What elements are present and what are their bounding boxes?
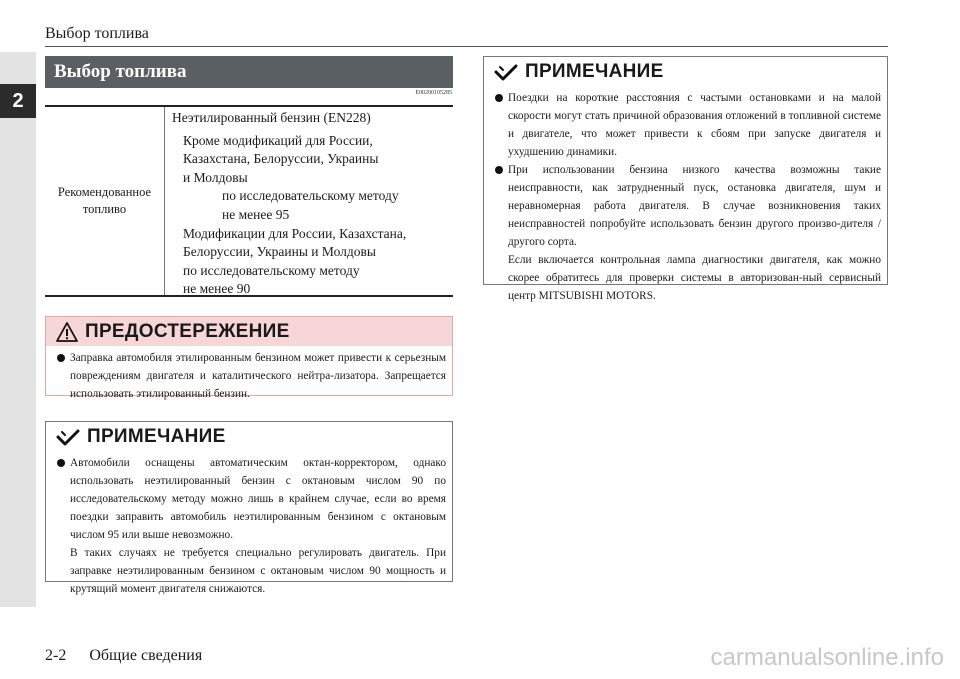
note-item [494, 161, 881, 251]
bullet-icon [57, 354, 65, 362]
note-item-text: Автомобили оснащены автоматическим октан-корректором, однако использовать неэтилированный бензин с октановым числом 90 по исследовательскому методу можно лишь в крайнем случае, если во время поездки заправить автомобиль неэтилированным бензином с октановым числом 95 или выше невозможно. [70, 457, 446, 541]
section-title: Выбор топлива [45, 56, 453, 88]
note-item-text: При использовании бензина низкого качества возможны такие неисправности, как затрудненный пуск, остановка двигателя, шум и неравномерная работа двигателя. В случае возникновения таких неисправностей попробуйте использовать бензин другого произво-дителя / другого сорта. [508, 164, 881, 248]
warning-triangle-icon [56, 322, 78, 342]
warning-item [56, 349, 446, 403]
fuel-line: и Молдовы [183, 169, 248, 185]
fuel-table-label-cell [45, 107, 165, 295]
header-divider [45, 46, 888, 47]
fuel-line: не менее 90 [183, 281, 251, 297]
section-code: E00200105285 [415, 90, 452, 96]
warning-box [45, 316, 453, 400]
note-box-right [483, 56, 888, 302]
note-continuation: Если включается контрольная лампа диагностики двигателя, как можно скорее обратитесь для проверки системы в авторизован-ный сервисный центр MITSUBISHI MOTORS. [508, 254, 881, 302]
bullet-icon [495, 166, 503, 174]
fuel-line: по исследовательскому методу [183, 262, 360, 278]
note-body [484, 86, 887, 305]
fuel-line: не менее 95 [222, 206, 290, 222]
note-item-text: Поездки на короткие расстояния с частыми остановками и на малой скорости могут стать причиной образования отложений в топливной системе и двигателе, что может привести к сбоям при запуске двигателя и ухудшению динамики. [508, 92, 881, 158]
warning-header [46, 317, 452, 346]
fuel-table-label: Рекомендованное топливо [57, 185, 152, 216]
chapter-tab: 2 [0, 84, 36, 118]
fuel-line: Модификации для России, Казахстана, [183, 225, 407, 241]
note-title: ПРИМЕЧАНИЕ [87, 425, 226, 447]
note-header [46, 422, 452, 451]
note-body [46, 451, 452, 598]
chapter-side-band [0, 52, 36, 607]
note-continuation: В таких случаях не требуется специально регулировать двигатель. При заправке неэтилированным бензином с октановым числом 90 мощность и крутящий момент двигателя снижаются. [70, 547, 446, 595]
note-header [484, 57, 887, 86]
fuel-line: Неэтилированный бензин (EN228) [172, 110, 371, 125]
fuel-table-value-cell [172, 109, 450, 299]
bullet-icon [495, 94, 503, 102]
watermark: carmanualsonline.info [710, 644, 944, 671]
fuel-line: Белоруссии, Украины и Молдовы [183, 244, 376, 260]
warning-title: ПРЕДОСТЕРЕЖЕНИЕ [85, 320, 290, 342]
page-footer [45, 647, 202, 665]
page-header-title: Выбор топлива [45, 25, 149, 42]
note-title: ПРИМЕЧАНИЕ [525, 60, 664, 82]
page-number: 2-2 [45, 647, 67, 664]
bullet-icon [57, 459, 65, 467]
fuel-line: по исследовательскому методу [222, 188, 399, 204]
fuel-line: Казахстана, Белоруссии, Украины [183, 151, 379, 167]
note-item [56, 454, 446, 544]
note-check-icon [56, 428, 80, 446]
fuel-table [45, 105, 453, 297]
note-box-left [45, 421, 453, 595]
warning-item-text: Заправка автомобиля этилированным бензином может привести к серьезным повреждениям двигателя и каталитического нейтра-лизатора. Запрещается использовать этилированный бензин. [70, 352, 446, 400]
footer-section: Общие сведения [89, 647, 203, 664]
note-item [494, 89, 881, 161]
note-check-icon [494, 63, 518, 81]
fuel-line: Кроме модификаций для России, [183, 132, 373, 148]
warning-body [46, 346, 452, 403]
